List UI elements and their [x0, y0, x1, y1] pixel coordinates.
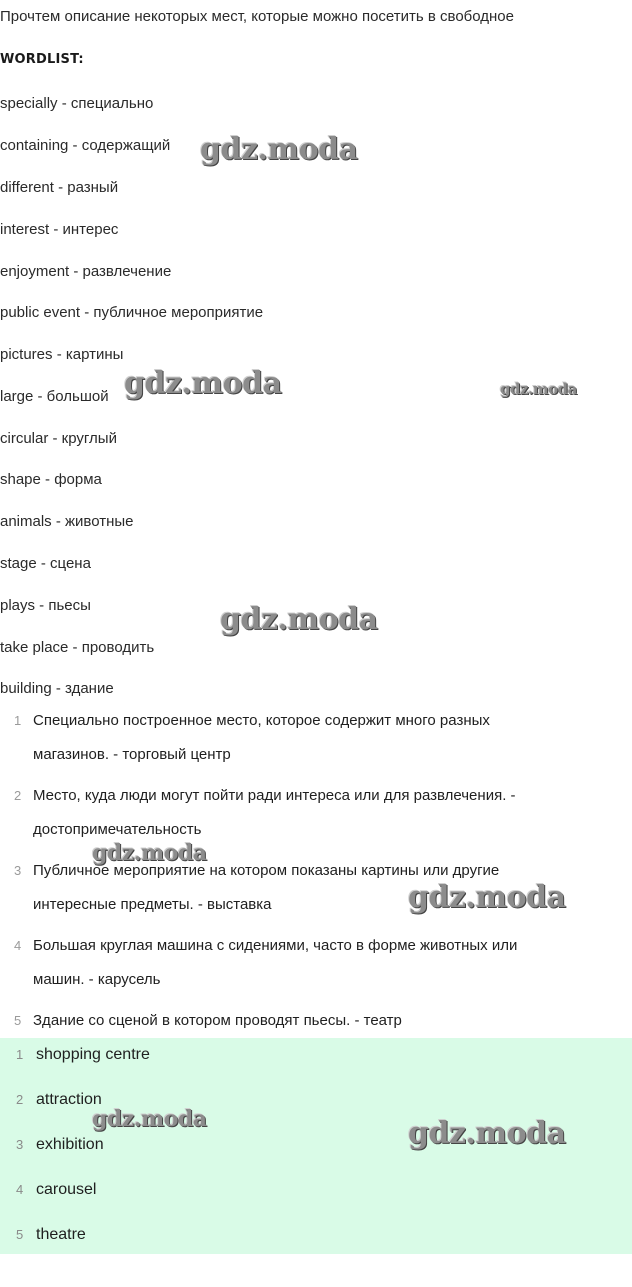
watermark-logo: gdz.moda [500, 380, 577, 398]
list-number: 3 [14, 863, 22, 878]
wordlist-item: large - большой [0, 388, 109, 405]
answer-text: carousel [36, 1181, 97, 1198]
answer-text: theatre [36, 1226, 86, 1243]
list-number: 2 [14, 788, 22, 803]
wordlist-item: pictures - картины [0, 346, 124, 363]
list-number: 5 [16, 1227, 24, 1242]
list-number: 4 [16, 1182, 24, 1197]
definition-line: Здание со сценой в котором проводят пьесы. - театр [33, 1012, 402, 1029]
definition-line: достопримечательность [33, 821, 202, 838]
definition-line: магазинов. - торговый центр [33, 746, 231, 763]
answer-item [0, 1175, 632, 1205]
definition-line: машин. - карусель [33, 971, 161, 988]
definition-line: Место, куда люди могут пойти ради интереса или для развлечения. - [33, 787, 516, 804]
list-number: 1 [16, 1047, 24, 1062]
wordlist-item: shape - форма [0, 471, 102, 488]
wordlist-item: specially - специально [0, 95, 154, 112]
answer-text: shopping centre [36, 1046, 150, 1063]
watermark-logo: gdz.moda [92, 840, 207, 866]
wordlist-item: interest - интерес [0, 221, 119, 238]
watermark-logo: gdz.moda [92, 1106, 207, 1132]
wordlist-item: take place - проводить [0, 639, 155, 656]
definition-line: Большая круглая машина с сидениями, часто в форме животных или [33, 937, 518, 954]
definition-line: интересные предметы. - выставка [33, 896, 272, 913]
wordlist-item: plays - пьесы [0, 597, 91, 614]
watermark-logo: gdz.moda [408, 1116, 566, 1151]
watermark-logo: gdz.moda [124, 366, 282, 401]
definition-line: Публичное мероприятие на котором показаны картины или другие [33, 862, 500, 879]
answer-text: attraction [36, 1091, 102, 1108]
definition-line: Специально построенное место, которое содержит много разных [33, 712, 490, 729]
watermark-logo: gdz.moda [200, 132, 358, 167]
wordlist-item: containing - содержащий [0, 137, 171, 154]
wordlist-item: different - разный [0, 179, 119, 196]
wordlist-item: public event - публичное мероприятие [0, 304, 264, 321]
list-number: 2 [16, 1092, 24, 1107]
definition-text [33, 779, 593, 847]
wordlist-item: circular - круглый [0, 430, 117, 447]
list-number: 5 [14, 1013, 22, 1028]
wordlist-item: building - здание [0, 680, 114, 697]
answer-item [0, 1040, 632, 1070]
list-number: 3 [16, 1137, 24, 1152]
watermark-logo: gdz.moda [220, 602, 378, 637]
answer-text: exhibition [36, 1136, 104, 1153]
list-number: 4 [14, 938, 22, 953]
watermark-logo: gdz.moda [408, 880, 566, 915]
wordlist-item: enjoyment - развлечение [0, 263, 172, 280]
wordlist-item: stage - сцена [0, 555, 91, 572]
definition-text [33, 929, 593, 997]
wordlist-item: animals - животные [0, 513, 134, 530]
wordlist-title: WORDLIST: [0, 52, 84, 67]
intro-text: Прочтем описание некоторых мест, которые можно посетить в свободное [0, 8, 514, 25]
answer-item [0, 1220, 632, 1250]
definition-text [33, 704, 593, 772]
list-number: 1 [14, 713, 22, 728]
definition-text [33, 1004, 593, 1038]
